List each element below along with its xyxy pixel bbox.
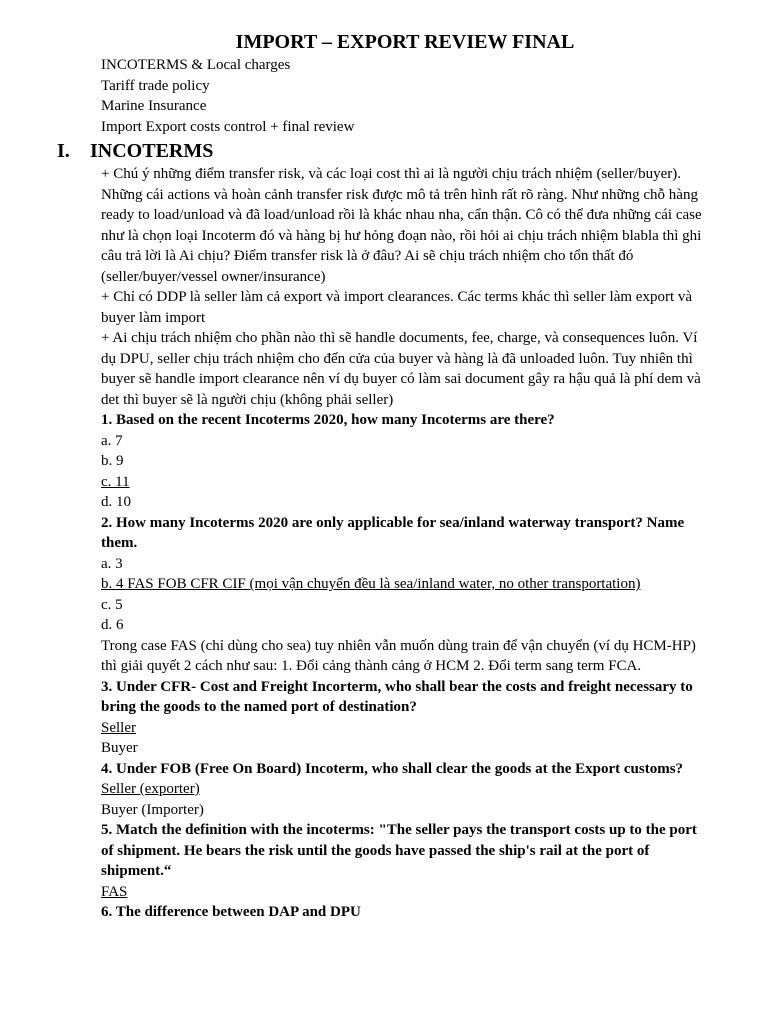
question-1: 1. Based on the recent Incoterms 2020, how many Incoterms are there? bbox=[101, 412, 555, 428]
question-note: Trong case FAS (chỉ dùng cho sea) tuy nhiên vẫn muốn dùng train để vận chuyển (ví dụ HCM-HP) thì giải quyết 2 cách như sau: 1. Đổi cảng thành cảng ở HCM 2. Đổi term sang term FCA. bbox=[101, 637, 696, 674]
answer-option: Buyer (Importer) bbox=[101, 801, 204, 818]
question-4: 4. Under FOB (Free On Board) Incoterm, who shall clear the goods at the Export customs? bbox=[101, 760, 684, 777]
correct-answer-option: b. 4 FAS FOB CFR CIF (mọi vận chuyển đều là sea/inland water, no other transportation) bbox=[101, 576, 641, 592]
topic-item: Marine Insurance bbox=[101, 98, 207, 114]
question-3: 3. Under CFR- Cost and Freight Incorterm, who shall bear the costs and freight necessary to bring the goods to the named port of destination? bbox=[101, 678, 693, 715]
answer-option: Buyer bbox=[101, 740, 138, 756]
question-6: 6. The difference between DAP and DPU bbox=[101, 904, 361, 920]
correct-answer-option: Seller (exporter) bbox=[101, 781, 200, 797]
correct-answer-option: Seller bbox=[101, 719, 136, 736]
note-paragraph: + Ai chịu trách nhiệm cho phần nào thì sẽ handle documents, fee, charge, và consequences luôn. Ví dụ DPU, seller chịu trách nhiệm cho đến cửa của buyer và hàng là đã unloaded luôn. Tuy nhiên thì buyer sẽ handle import clearance nên ví dụ buyer có làm sai document gây ra hậu quả là phí dem và det thì buyer sẽ là người chịu (không phải seller) bbox=[101, 330, 701, 408]
question-2: 2. How many Incoterms 2020 are only applicable for sea/inland waterway transport? Name them. bbox=[101, 514, 685, 551]
section-heading bbox=[57, 139, 213, 163]
question-5: 5. Match the definition with the incoterms: "The seller pays the transport costs up to the port of shipment. He bears the risk until the goods have passed the ship's rail at the port of shipment.“ bbox=[101, 822, 697, 879]
section-number: I. bbox=[57, 140, 70, 162]
section-title: INCOTERMS bbox=[90, 140, 214, 162]
answer-option: a. 3 bbox=[101, 555, 123, 572]
document-title: IMPORT – EXPORT REVIEW FINAL bbox=[235, 31, 575, 53]
answer-option: c. 5 bbox=[101, 596, 123, 613]
answer-option: a. 7 bbox=[101, 432, 123, 449]
answer-option: b. 9 bbox=[101, 453, 124, 469]
note-paragraph: + Chỉ có DDP là seller làm cả export và import clearances. Các terms khác thì seller làm export và buyer làm import bbox=[101, 289, 693, 326]
answer-option: d. 10 bbox=[101, 494, 131, 510]
correct-answer-option: FAS bbox=[101, 883, 128, 900]
correct-answer-option: c. 11 bbox=[101, 473, 130, 490]
topic-item: Tariff trade policy bbox=[101, 77, 210, 94]
answer-option: d. 6 bbox=[101, 617, 124, 633]
section-content bbox=[101, 164, 711, 923]
note-paragraph: + Chú ý những điểm transfer risk, và các loại cost thì ai là người chịu trách nhiệm (seller/buyer). Những cái actions và hoàn cảnh transfer risk được mô tả trên hình rất rõ ràng. Như những chỗ hàng ready to load/unload và đã load/unload rồi là khác nhau nha, cẩn thận. Cô có thể đưa những cái case như là chọn loại Incoterm đó và hàng bị hư hỏng đoạn nào, rồi hỏi ai chịu trách nhiệm blabla thì ghi câu trả lời là Ai chịu? Điểm transfer risk là ở đâu? Ai sẽ chịu trách nhiệm cho tổn thất đó (seller/buyer/vessel owner/insurance) bbox=[101, 166, 702, 285]
topic-item: INCOTERMS & Local charges bbox=[101, 57, 291, 73]
topic-list bbox=[101, 55, 354, 137]
topic-item: Import Export costs control + final review bbox=[101, 118, 355, 135]
